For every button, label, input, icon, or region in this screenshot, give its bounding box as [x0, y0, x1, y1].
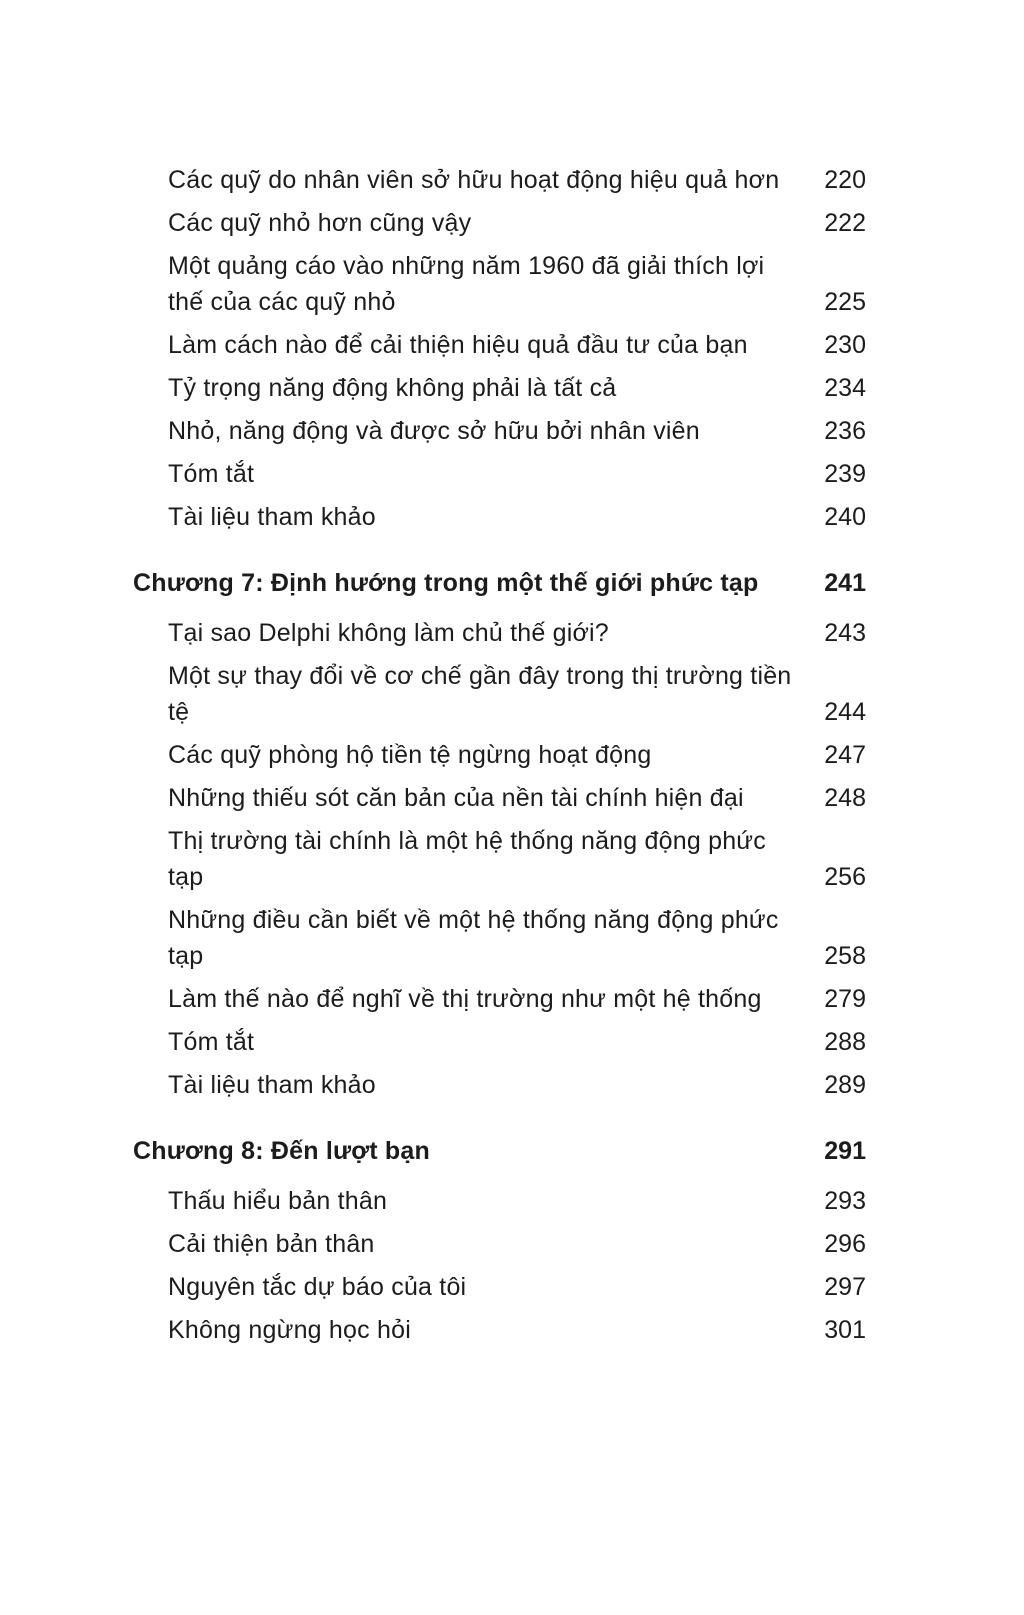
page-number: 239 [824, 460, 866, 488]
toc-entry-row [133, 499, 866, 535]
toc-chapter-row [133, 565, 866, 601]
entry-title: Nguyên tắc dự báo của tôi [168, 1273, 467, 1301]
entry-title: Tại sao Delphi không làm chủ thế giới? [168, 619, 609, 647]
entry-title: Tóm tắt [168, 1028, 255, 1056]
page-number: 230 [824, 331, 866, 359]
toc-entry-row [133, 413, 866, 449]
entry-title: Thấu hiểu bản thân [168, 1187, 388, 1215]
toc-entry-row [133, 162, 866, 198]
page-number: 288 [824, 1028, 866, 1056]
entry-title: Các quỹ do nhân viên sở hữu hoạt động hiệu quả hơn [168, 166, 780, 194]
entry-title: Không ngừng học hỏi [168, 1316, 411, 1344]
toc-entry-row [133, 1312, 866, 1348]
toc-entry-row [133, 1269, 866, 1305]
entry-title: Một sự thay đổi về cơ chế gần đây trong thị trường tiền tệ [168, 662, 792, 726]
page-number: 291 [824, 1137, 866, 1165]
entry-title: Cải thiện bản thân [168, 1230, 375, 1258]
entry-title: Làm thế nào để nghĩ về thị trường như một hệ thống [168, 985, 762, 1013]
entry-title: Tài liệu tham khảo [168, 503, 376, 531]
page-number: 240 [824, 503, 866, 531]
toc-entry-row [133, 1226, 866, 1262]
toc-entry-row [133, 780, 866, 816]
toc-entry-row [133, 981, 866, 1017]
page-number: 301 [824, 1316, 866, 1344]
page-number: 220 [824, 166, 866, 194]
toc-entry-row [133, 456, 866, 492]
toc-entry-row [133, 823, 866, 895]
toc-entry-row [133, 205, 866, 241]
page-number: 258 [824, 942, 866, 970]
toc [133, 162, 866, 1348]
toc-section [133, 1133, 866, 1348]
entry-title: Làm cách nào để cải thiện hiệu quả đầu tư của bạn [168, 331, 748, 359]
toc-entry-row [133, 1183, 866, 1219]
page-number: 296 [824, 1230, 866, 1258]
toc-section [133, 162, 866, 535]
toc-entry-row [133, 248, 866, 320]
entry-title: Các quỹ phòng hộ tiền tệ ngừng hoạt động [168, 741, 652, 769]
toc-chapter-row [133, 1133, 866, 1169]
entry-title: Tỷ trọng năng động không phải là tất cả [168, 374, 617, 402]
page-number: 234 [824, 374, 866, 402]
page-number: 236 [824, 417, 866, 445]
toc-entry-row [133, 370, 866, 406]
toc-entry-row [133, 615, 866, 651]
toc-entry-row [133, 737, 866, 773]
chapter-title: Chương 7: Định hướng trong một thế giới phức tạp [133, 569, 759, 597]
page-number: 241 [824, 569, 866, 597]
toc-section [133, 565, 866, 1103]
page-number: 279 [824, 985, 866, 1013]
page-number: 256 [824, 863, 866, 891]
entry-title: Các quỹ nhỏ hơn cũng vậy [168, 209, 472, 237]
toc-entry-row [133, 658, 866, 730]
page-number: 293 [824, 1187, 866, 1215]
page-number: 244 [824, 698, 866, 726]
page-number: 297 [824, 1273, 866, 1301]
entry-title: Những thiếu sót căn bản của nền tài chính hiện đại [168, 784, 744, 812]
entry-title: Nhỏ, năng động và được sở hữu bởi nhân viên [168, 417, 700, 445]
page-number: 248 [824, 784, 866, 812]
toc-entry-row [133, 1024, 866, 1060]
page-number: 222 [824, 209, 866, 237]
page-number: 247 [824, 741, 866, 769]
page-number: 289 [824, 1071, 866, 1099]
entry-title: Một quảng cáo vào những năm 1960 đã giải thích lợi thế của các quỹ nhỏ [168, 252, 765, 316]
toc-entry-row [133, 327, 866, 363]
page-number: 243 [824, 619, 866, 647]
entry-title: Những điều cần biết về một hệ thống năng động phức tạp [168, 906, 779, 970]
page-number: 225 [824, 288, 866, 316]
entry-title: Tóm tắt [168, 460, 255, 488]
chapter-title: Chương 8: Đến lượt bạn [133, 1137, 430, 1165]
toc-entry-row [133, 902, 866, 974]
entry-title: Tài liệu tham khảo [168, 1071, 376, 1099]
entry-title: Thị trường tài chính là một hệ thống năng động phức tạp [168, 827, 766, 891]
toc-entry-row [133, 1067, 866, 1103]
